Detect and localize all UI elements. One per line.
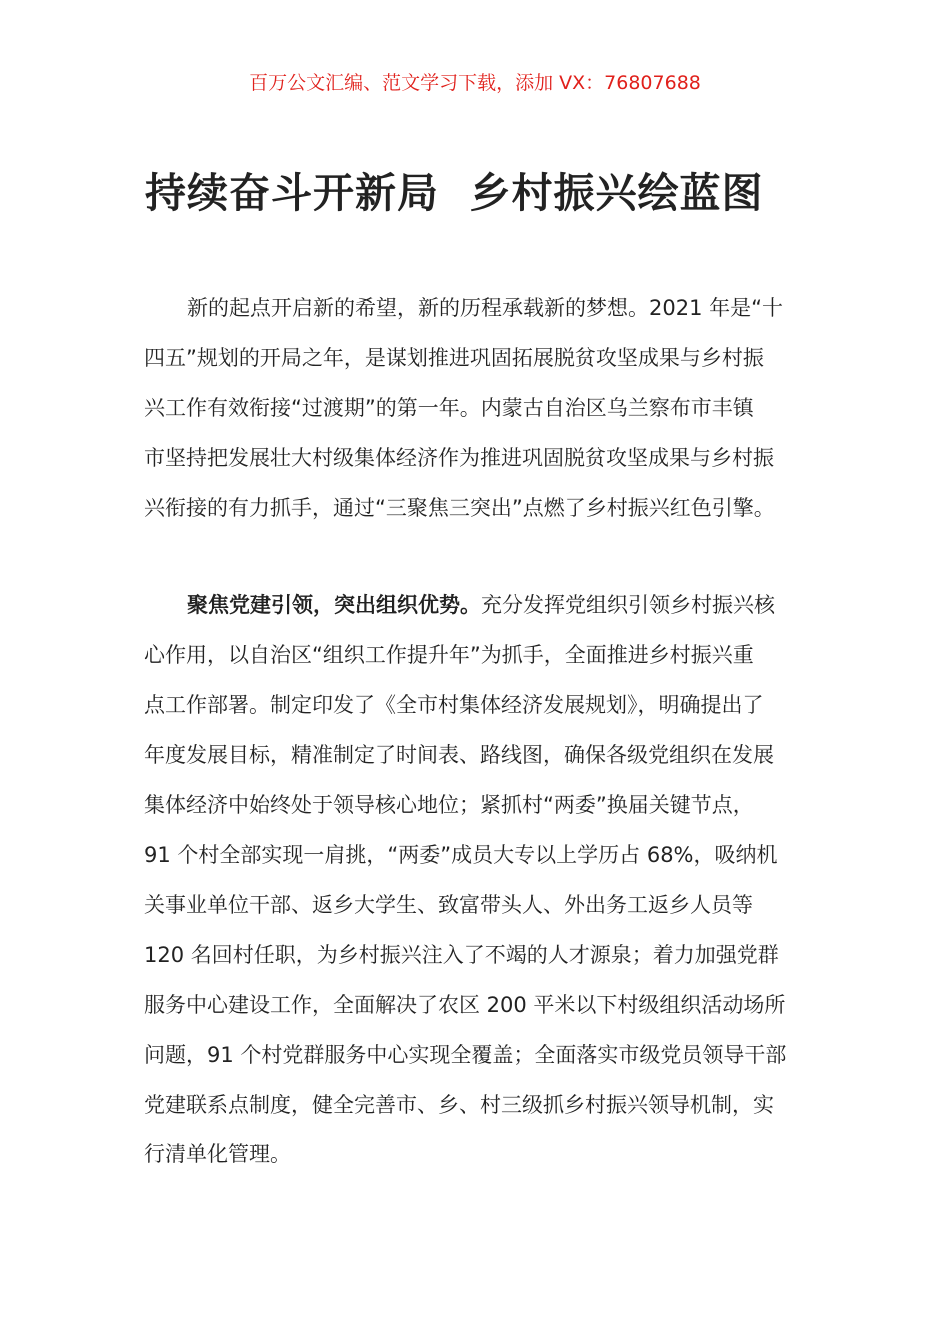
text-line: 关事业单位干部、返乡大学生、致富带头人、外出务工返乡人员等: [144, 893, 753, 917]
text-line: [187, 590, 775, 620]
text-line: 新的起点开启新的希望，新的历程承载新的梦想。2021 年是“十: [187, 296, 783, 320]
text-line: 年度发展目标，精准制定了时间表、路线图，确保各级党组织在发展: [144, 743, 774, 767]
text-line: 服务中心建设工作，全面解决了农区 200 平米以下村级组织活动场所: [144, 993, 786, 1017]
text-line: 四五”规划的开局之年，是谋划推进巩固拓展脱贫攻坚成果与乡村振: [144, 346, 764, 370]
text-span: 充分发挥党组织引领乡村振兴核: [481, 593, 775, 617]
text-line: 91 个村全部实现一肩挑，“两委”成员大专以上学历占 68%，吸纳机: [144, 843, 778, 867]
text-line: 点工作部署。制定印发了《全市村集体经济发展规划》，明确提出了: [144, 693, 764, 717]
text-line: 兴工作有效衔接“过渡期”的第一年。内蒙古自治区乌兰察布市丰镇: [144, 396, 754, 420]
bold-lead-heading: 聚焦党建引领，突出组织优势。: [187, 593, 481, 617]
text-line: 问题，91 个村党群服务中心实现全覆盖；全面落实市级党员领导干部: [144, 1043, 787, 1067]
watermark-header: 百万公文汇编、范文学习下载，添加 VX：76807688: [249, 72, 701, 94]
text-line: 120 名回村任职，为乡村振兴注入了不竭的人才源泉；着力加强党群: [144, 943, 779, 967]
text-line: 集体经济中始终处于领导核心地位；紧抓村“两委”换届关键节点，: [144, 793, 754, 817]
text-line: 行清单化管理。: [144, 1142, 291, 1166]
text-line: 市坚持把发展壮大村级集体经济作为推进巩固脱贫攻坚成果与乡村振: [144, 446, 774, 470]
text-line: 党建联系点制度，健全完善市、乡、村三级抓乡村振兴领导机制，实: [144, 1093, 774, 1117]
text-line: 兴衔接的有力抓手，通过“三聚焦三突出”点燃了乡村振兴红色引擎。: [144, 496, 775, 520]
text-line: 心作用，以自治区“组织工作提升年”为抓手，全面推进乡村振兴重: [144, 643, 754, 667]
document-title: 持续奋斗开新局 乡村振兴绘蓝图: [145, 169, 764, 217]
